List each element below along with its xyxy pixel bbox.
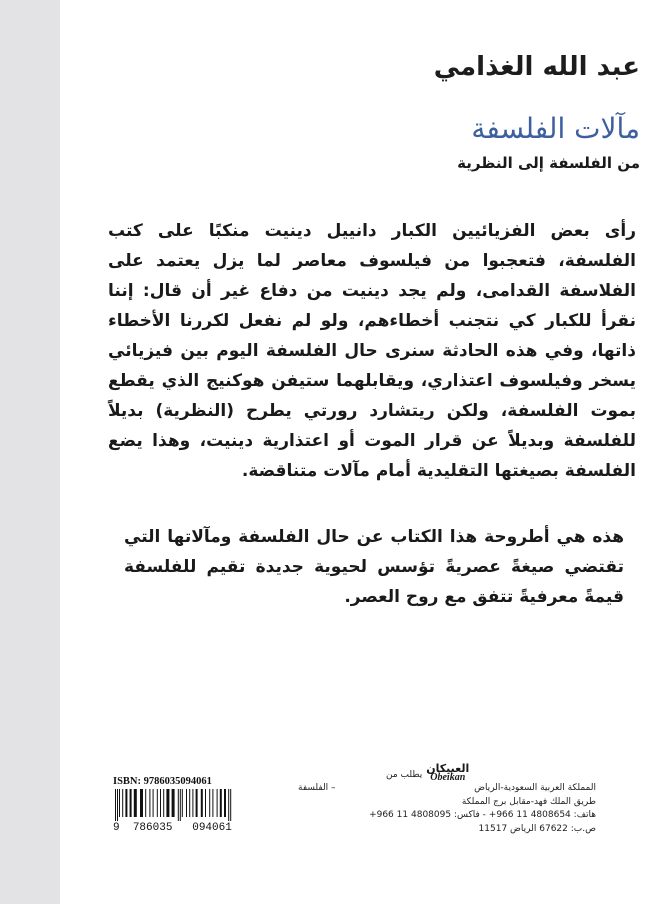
publisher-po-box: ص.ب: 67622 الرياض 11517 (478, 823, 596, 834)
barcode-digit-first: 9 (113, 822, 120, 834)
barcode-bar (172, 789, 175, 817)
barcode-bar (180, 789, 181, 821)
barcode-bar (163, 789, 164, 817)
barcode-digits-right: 094061 (192, 822, 232, 834)
publisher-country-city: المملكة العربية السعودية-الرياض (474, 783, 596, 793)
barcode-bar (134, 789, 137, 817)
barcode-digits (113, 822, 278, 834)
barcode-bar (220, 789, 222, 817)
barcode-bar (217, 789, 218, 817)
logo-english: Obeikan (430, 772, 466, 783)
barcode-bar (182, 789, 183, 817)
category-label: – الفلسفة (298, 783, 336, 793)
barcode-bar (186, 789, 187, 817)
barcode-bar (130, 789, 132, 817)
barcode-bar (224, 789, 226, 817)
barcode-image (113, 789, 273, 821)
logo-arabic: العبيكان (426, 762, 470, 775)
barcode-bar (230, 789, 231, 821)
barcode-bar (201, 789, 203, 817)
barcode-bar (117, 789, 118, 821)
book-subtitle: من الفلسفة إلى النظرية (457, 154, 640, 172)
barcode-bar (178, 789, 179, 821)
author-name: عبد الله الغذامي (433, 52, 640, 82)
barcode-bar (119, 789, 120, 817)
barcode-bar (205, 789, 206, 817)
barcode-bar (125, 789, 127, 817)
publisher-order-line (386, 764, 596, 782)
barcode-digits-left: 786035 (132, 822, 173, 834)
isbn-label: ISBN: 9786035094061 (113, 776, 212, 787)
barcode-bar (122, 789, 123, 817)
blurb-paragraph-2: هذه هي أطروحة هذا الكتاب عن حال الفلسفة ومآلاتها التي تقتضي صيغةً عصريةً تؤسس لحيوية جديدة تقيم للفلسفة قيمةً معرفيةً تتفق مع روح العصر. (124, 527, 624, 607)
order-from-text: يطلب من (386, 769, 423, 780)
barcode-bar (228, 789, 229, 821)
barcode-bar (212, 789, 213, 817)
barcode-bar (196, 789, 198, 817)
obeikan-logo (426, 764, 469, 782)
book-title: مآلات الفلسفة (471, 112, 640, 145)
barcode-bar (157, 789, 158, 817)
publisher-phone-fax: هاتف: 4808654 11 966+ - فاكس: 4808095 11 966+ (369, 810, 596, 820)
barcode-bar (153, 789, 154, 817)
book-spine-strip (0, 0, 60, 904)
barcode-bar (115, 789, 116, 821)
barcode-bar (149, 789, 150, 817)
barcode-bar (145, 789, 146, 817)
barcode-bar (192, 789, 193, 817)
barcode-bar (209, 789, 210, 817)
publisher-address: طريق الملك فهد-مقابل برج المملكة (461, 796, 596, 807)
back-cover (60, 0, 660, 904)
barcode-bar (160, 789, 161, 817)
barcode-bar (189, 789, 190, 817)
barcode-bar (140, 789, 143, 817)
publisher-info (369, 762, 596, 836)
barcode-bar (166, 789, 169, 817)
blurb-paragraph-1: رأى بعض الفزيائيين الكبار دانييل دينيت منكبًا على كتب الفلسفة، فتعجبوا من فيلسوف معاصر لما يزل يعتمد على الفلاسفة القدامى، ولم يجد دينيت من دفاع غير أن قال: إننا نقرأ للكبار كي نتجنب أخطاءهم، ولو لم نفعل لكررنا الأخطاء ذاتها، وفي هذه الحادثة سنرى حال الفلسفة اليوم بين فيزيائي يسخر وفيلسوف اعتذاري، ويقابلهما ستيفن هوكنيج الذي يقطع بموت الفلسفة، ولكن ريتشارد رورتي يطرح (النظرية) بديلاً للفلسفة وبديلاً عن قرار الموت أو اعتذارية دينيت، وهذا يضع الفلسفة بصيغتها التقليدية أمام مآلات متناقضة. (108, 221, 636, 481)
